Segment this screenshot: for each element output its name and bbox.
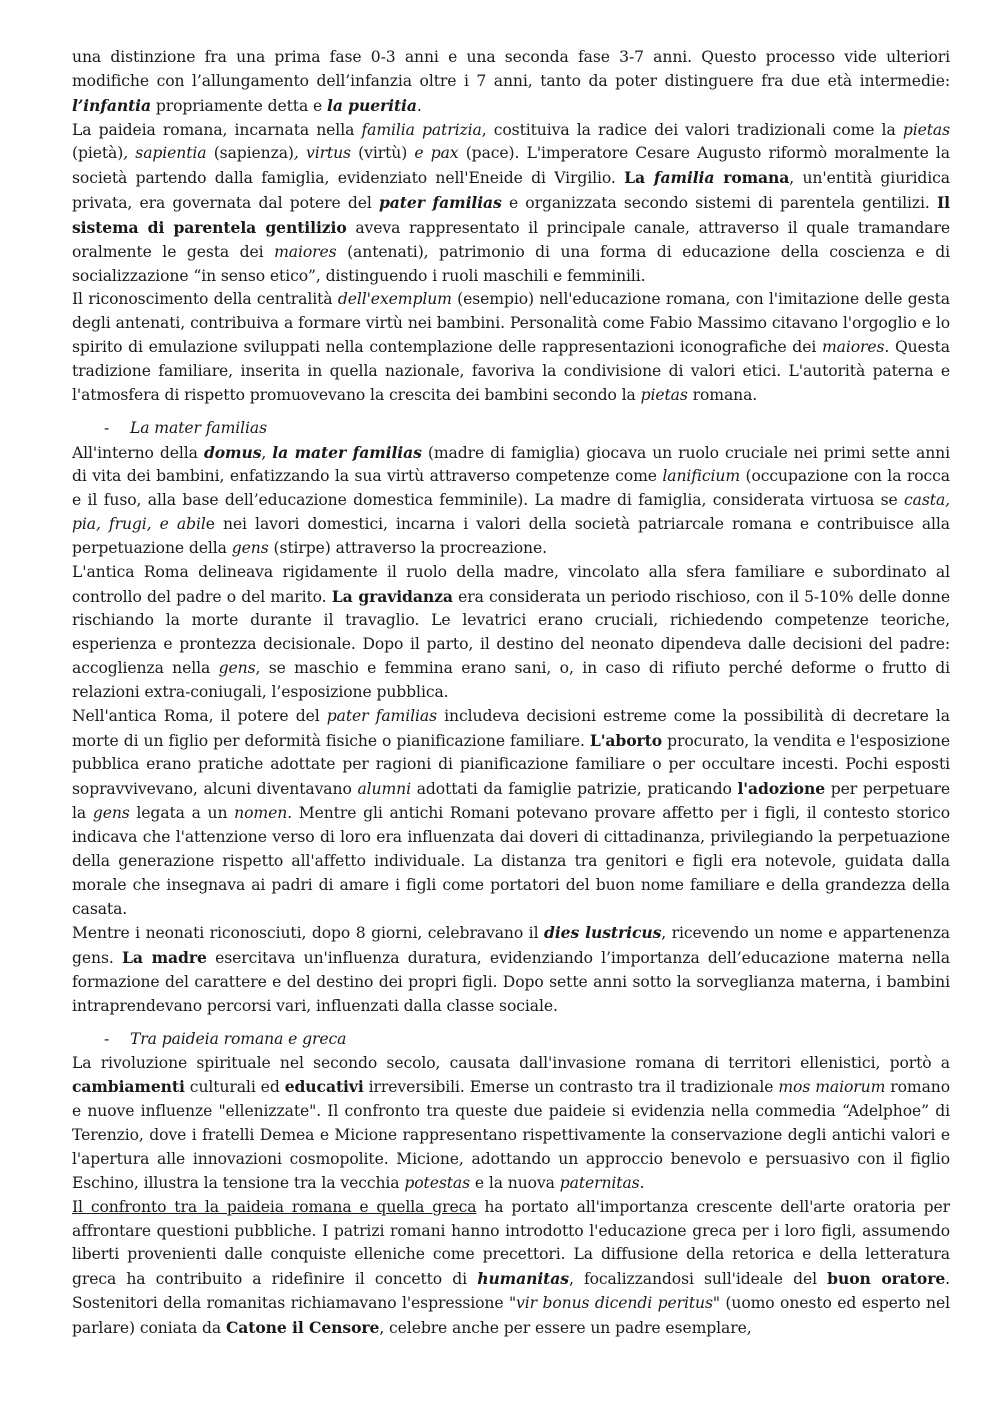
text-run: e la nuova (470, 1173, 560, 1192)
text-run: aveva rappresentato il principale canale, attraverso il quale tramandare oralmente le gesta dei (72, 218, 950, 261)
text-run: La rivoluzione spirituale nel secondo secolo, causata dall'invasione romana di territori ellenistici, portò a (72, 1053, 950, 1072)
text-run: humanitas (477, 1269, 569, 1289)
text-run: pietas (640, 385, 688, 404)
paragraph-domus (72, 441, 950, 561)
text-run: l'adozione (737, 779, 826, 799)
paragraph-ruolo-madre (72, 561, 950, 705)
text-run: , (261, 443, 273, 462)
text-run: . Questa tradizione familiare, inserita in quella nazionale, favoriva la condivisione di valori etici. L'autorità paterna e l'atmosfera di rispetto promuovevano la crescita dei bambini secondo la (72, 338, 950, 404)
text-run: familia patrizia (361, 120, 482, 139)
text-run: (occupazione con la rocca e il fuso, alla base dell’educazione domestica femminile). La madre di famiglia, considerata virtuosa se (72, 467, 950, 510)
paragraph-paideia-romana (72, 119, 950, 289)
text-run: domus (203, 442, 262, 462)
text-run: romana. (687, 385, 758, 404)
text-run: sapientia (135, 144, 207, 163)
text-run: , un'entità giuridica privata, era governata dal potere del (72, 169, 950, 213)
paragraph-exemplum (72, 288, 950, 407)
text-run: una distinzione fra una prima fase 0-3 anni e una seconda fase 3-7 anni. Questo processo vide ulteriori modifiche con l’allungamento dell’infanzia oltre i 7 anni, tanto da poter distinguere fra due età intermedie: (72, 48, 950, 90)
section-heading-title: La mater familias (130, 418, 268, 437)
text-run: . (416, 96, 422, 115)
text-run: e organizzata secondo sistemi di parentela gentilizi. (501, 194, 937, 213)
text-run: potestas (404, 1173, 471, 1192)
document-page (72, 46, 950, 1341)
text-run: lanificium (662, 467, 741, 486)
text-run: buon oratore (827, 1269, 946, 1289)
text-run: ha portato all'importanza crescente dell'arte oratoria per affrontare questioni pubbliche. I patrizi romani hanno introdotto l'educazione greca per i loro figli, assumendo liberti provenienti dalle conquiste elleniche come precettori. La diffusione della retorica e della letteratura greca ha contribuito a ridefinire il concetto di (72, 1197, 950, 1289)
text-run: propriamente detta e (151, 96, 327, 115)
text-run: , focalizzandosi sull'ideale del (568, 1270, 828, 1289)
text-run: casta, pia, frugi, e abil (72, 491, 950, 534)
text-run: e pax (414, 144, 459, 163)
section-heading-mater-familias (72, 417, 950, 441)
text-run: Catone il Censore (225, 1317, 380, 1337)
text-run: nomen. (234, 804, 293, 823)
text-run: La paideia romana, incarnata nella (72, 120, 362, 139)
text-run: mos maiorum (778, 1078, 886, 1097)
text-run: dell'exemplum (337, 290, 452, 309)
paragraph-infancy-phases (72, 46, 950, 119)
text-run: la mater familias (272, 442, 422, 462)
text-run: pietas (902, 120, 950, 139)
text-run: gens (92, 804, 130, 823)
paragraph-pater-familias-potere (72, 705, 950, 922)
text-run: , (293, 144, 299, 163)
text-run: maiores (274, 242, 337, 261)
text-run: culturali ed (184, 1078, 285, 1097)
text-run: La (624, 168, 654, 188)
text-run: paternitas (559, 1173, 640, 1192)
text-run: includeva decisioni estreme come la possibilità di decretare la morte di un figlio per deformità fisiche o pianificazione familiare. (72, 706, 951, 750)
text-run: Il sistema di parentela gentilizio (72, 193, 950, 237)
text-run: procurato, la vendita e l'esposizione pubblica erano pratiche adottate per ragioni di pianificazione familiare o per occultare incesti. Pochi esposti sopravvivevano, alcuni diventavano (72, 731, 950, 799)
paragraph-confronto-paideia (72, 1196, 950, 1341)
text-run: romana (714, 168, 790, 188)
text-run: . (639, 1173, 645, 1192)
text-run: irreversibili. Emerse un contrasto tra il tradizionale (363, 1078, 779, 1097)
text-run: (stirpe) attraverso la procreazione. (268, 538, 547, 557)
text-run: (uomo onesto ed esperto nel parlare) coniata da (72, 1294, 950, 1337)
text-run: , ricevendo un nome e appartenenza gens. (72, 924, 951, 968)
text-run: (antenati), patrimonio di una forma di educazione della coscienza e di socializzazione “in senso etico”, distinguendo i ruoli maschili e femminili. (72, 242, 950, 285)
text-run: la pueritia (327, 95, 417, 115)
text-run: adottati da famiglie patrizie, praticando (411, 780, 738, 799)
text-run: , celebre anche per essere un padre esemplare, (379, 1318, 752, 1337)
list-dash: - (104, 1029, 110, 1048)
text-run: La gravidanza (331, 586, 453, 606)
text-run: per perpetuare la (72, 780, 950, 823)
text-run: (pietà) (72, 144, 124, 163)
text-run: familia (653, 168, 715, 188)
text-run: L'antica Roma delineava rigidamente il ruolo della madre, vincolato alla sfera familiare e subordinato al controllo del padre o del marito. (72, 562, 950, 606)
text-run: L'aborto (589, 730, 663, 750)
text-run: legata a un (129, 804, 235, 823)
text-run: . Sostenitori della romanitas richiamavano l'espressione (72, 1270, 951, 1313)
text-run: (virtù) (350, 144, 415, 163)
text-run: La madre (122, 948, 207, 968)
text-run: All'interno della (72, 443, 204, 462)
text-run: (esempio) nell'educazione romana, con l'imitazione delle gesta degli antenati, contribuiva a formare virtù nei bambini. Personalità come Fabio Massimo citavano l'orgoglio e lo spirito di emulazione sviluppati nella contemplazione delle rappresentazioni iconografiche dei (72, 290, 951, 357)
text-run: Il confronto tra la paideia romana e quella greca (72, 1197, 477, 1216)
text-run: (pace). L'imperatore Cesare Augusto riformò moralmente la società partendo dalla famiglia, evidenziato nell'Eneide di Virgilio. (72, 144, 950, 188)
text-run: "vir bonus dicendi peritus" (508, 1294, 720, 1313)
text-run: maiores (821, 338, 885, 357)
text-run: alumni (357, 780, 412, 799)
text-run: gens (218, 659, 256, 678)
section-heading-title: Tra paideia romana e greca (130, 1029, 347, 1048)
text-run: Il riconoscimento della centralità (72, 290, 338, 309)
text-run: (sapienza) (206, 144, 294, 163)
text-run: e nei lavori domestici, incarna i valori della società patriarcale romana e contribuisce alla perpetuazione della (72, 515, 950, 557)
text-run: Mentre i neonati riconosciuti, dopo 8 giorni, celebravano il (72, 924, 545, 943)
text-run: , se maschio e femmina erano sani, o, in caso di rifiuto perché deforme o frutto di relazioni extra-coniugali, l’esposizione pubblica. (72, 659, 950, 701)
text-run: educativi (284, 1077, 364, 1097)
text-run (299, 144, 306, 162)
text-run: l’infantia (72, 95, 151, 115)
text-run: Mentre gli antichi Romani potevano provare affetto per i figli, il contesto storico indicava che l'attenzione verso di loro era influenzata dai doveri di cittadinanza, privilegiando la perpetuazione della generazione rispetto all'affetto individuale. La distanza tra genitori e figli era notevole, guidata dalla morale che insegnava ai padri di amare i figli come portatori del buon nome familiare e della grandezza della casata. (72, 804, 951, 918)
text-run: cambiamenti (72, 1077, 185, 1097)
text-run: virtus (305, 144, 351, 163)
text-run: romano e nuove influenze "ellenizzate". Il confronto tra queste due paideie si evidenzia nella commedia “Adelphoe” di Terenzio, dove i fratelli Demea e Micione rappresentano rispettivamente la conservazione degli antichi valori e l'apertura alle innovazioni cosmopolite. Micione, adottando un approccio benevolo e persuasivo con il figlio Eschino, illustra la tensione tra la vecchia (72, 1078, 951, 1192)
paragraph-dies-lustricus (72, 921, 950, 1018)
text-run: pater familias (326, 706, 437, 725)
text-run: esercitava un'influenza duratura, evidenziando l’importanza dell’educazione materna nella formazione del carattere e del destino dei propri figli. Dopo sette anni sotto la sorveglianza materna, i bambini intraprendevano percorsi vari, influenzati dalla classe sociale. (72, 949, 950, 1015)
text-run: pater familias (379, 193, 502, 213)
list-dash: - (104, 418, 110, 437)
text-run: gens (231, 538, 269, 557)
text-run: Nell'antica Roma, il potere del (72, 706, 327, 725)
text-run: era considerata un periodo rischioso, con il 5-10% delle donne rischiando la morte durante il travaglio. Le levatrici erano cruciali, richiedendo competenze teoriche, esperienza e prontezza decisionale. Dopo il parto, il destino del neonato dipendeva dalle decisioni del padre: accoglienza nella (72, 587, 950, 678)
section-heading-paideia-romana-greca (72, 1028, 950, 1052)
text-run: (madre di famiglia) giocava un ruolo cruciale nei primi sette anni di vita dei bambini, enfatizzando la sua virtù attraverso competenze come (72, 443, 950, 486)
text-run: , costituiva la radice dei valori tradizionali come la (481, 120, 903, 139)
paragraph-rivoluzione-spirituale (72, 1052, 950, 1196)
text-run: , (123, 144, 129, 163)
text-run: dies lustricus (544, 923, 662, 943)
